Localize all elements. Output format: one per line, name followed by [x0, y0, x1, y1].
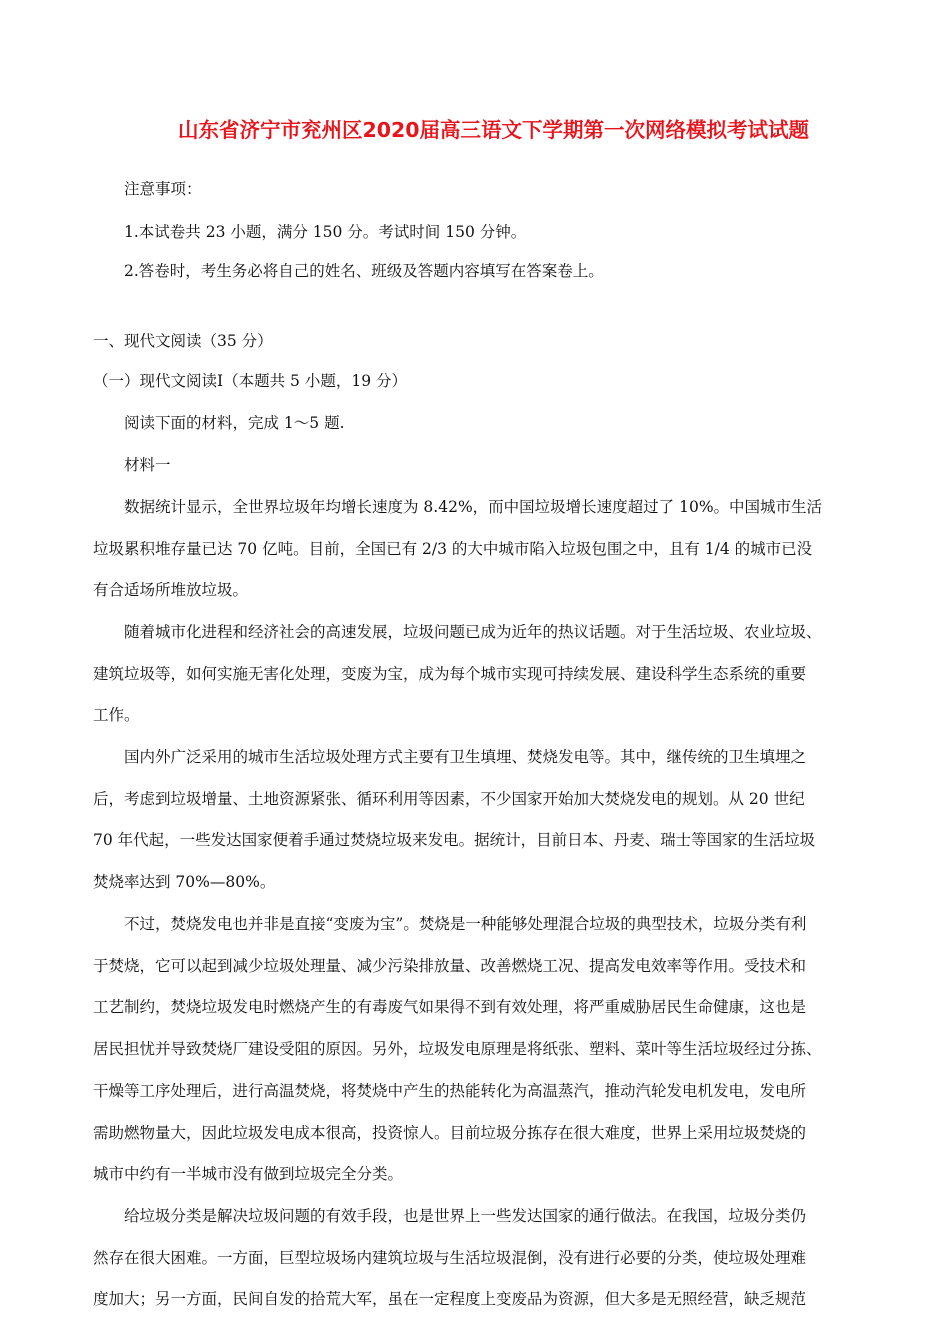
paragraph-line: 需助燃物量大，因此垃圾发电成本很高，投资惊人。目前垃圾分拣存在很大难度，世界上采用垃圾焚烧的 [93, 1124, 807, 1142]
notice-heading: 注意事项： [124, 180, 202, 198]
paragraph-line: 城市中约有一半城市没有做到垃圾完全分类。 [93, 1165, 404, 1183]
paragraph-line: 于焚烧，它可以起到减少垃圾处理量、减少污染排放量、改善燃烧工况、提高发电效率等作用。受技术和 [93, 957, 807, 975]
paragraph-line: 建筑垃圾等，如何实施无害化处理，变废为宝，成为每个城市实现可持续发展、建设科学生态系统的重要 [93, 665, 807, 683]
paragraph-line: 数据统计显示，全世界垃圾年均增长速度为 8.42%，而中国垃圾增长速度超过了 10%。中国城市生活 [124, 498, 823, 516]
section-subheading: （一）现代文阅读Ⅰ（本题共 5 小题，19 分） [93, 372, 407, 390]
paragraph-line: 国内外广泛采用的城市生活垃圾处理方式主要有卫生填埋、焚烧发电等。其中，继传统的卫生填埋之 [124, 748, 807, 766]
paragraph-line: 70 年代起，一些发达国家便着手通过焚烧垃圾来发电。据统计，目前日本、丹麦、瑞士等国家的生活垃圾 [93, 831, 816, 849]
notice-item: 2.答卷时，考生务必将自己的姓名、班级及答题内容填写在答案卷上。 [124, 262, 604, 280]
paragraph-line: 后，考虑到垃圾增量、土地资源紧张、循环利用等因素，不少国家开始加大焚烧发电的规划。从 20 世纪 [93, 790, 805, 808]
paragraph-line: 工艺制约，焚烧垃圾发电时燃烧产生的有毒废气如果得不到有效处理，将严重威胁居民生命健康，这也是 [93, 998, 807, 1016]
material-label: 材料一 [124, 456, 171, 474]
paragraph-line: 干燥等工序处理后，进行高温焚烧，将焚烧中产生的热能转化为高温蒸汽，推动汽轮发电机发电，发电所 [93, 1082, 807, 1100]
paragraph-line: 度加大；另一方面，民间自发的拾荒大军，虽在一定程度上变废品为资源，但大多是无照经营，缺乏规范 [93, 1290, 807, 1308]
paragraph-line: 不过，焚烧发电也并非是直接“变废为宝”。焚烧是一种能够处理混合垃圾的典型技术，垃圾分类有利 [124, 915, 807, 933]
paragraph-line: 垃圾累积堆存量已达 70 亿吨。目前，全国已有 2/3 的大中城市陷入垃圾包围之中，且有 1/4 的城市已没 [93, 540, 813, 558]
notice-item: 1.本试卷共 23 小题，满分 150 分。考试时间 150 分钟。 [124, 223, 527, 241]
paragraph-line: 有合适场所堆放垃圾。 [93, 581, 249, 599]
section-instruction: 阅读下面的材料，完成 1～5 题. [124, 414, 345, 432]
section-heading: 一、现代文阅读（35 分） [93, 332, 273, 350]
paragraph-line: 居民担忧并导致焚烧厂建设受阻的原因。另外，垃圾发电原理是将纸张、塑料、菜叶等生活垃圾经过分拣、 [93, 1040, 822, 1058]
document-title: 山东省济宁市兖州区2020届高三语文下学期第一次网络模拟考试试题 [178, 118, 810, 142]
paragraph-line: 工作。 [93, 706, 140, 724]
paragraph-line: 随着城市化进程和经济社会的高速发展，垃圾问题已成为近年的热议话题。对于生活垃圾、农业垃圾、 [124, 623, 822, 641]
paragraph-line: 给垃圾分类是解决垃圾问题的有效手段，也是世界上一些发达国家的通行做法。在我国，垃圾分类仍 [124, 1207, 807, 1225]
paragraph-line: 焚烧率达到 70%—80%。 [93, 873, 276, 891]
paragraph-line: 然存在很大困难。一方面，巨型垃圾场内建筑垃圾与生活垃圾混倒，没有进行必要的分类，使垃圾处理难 [93, 1249, 807, 1267]
